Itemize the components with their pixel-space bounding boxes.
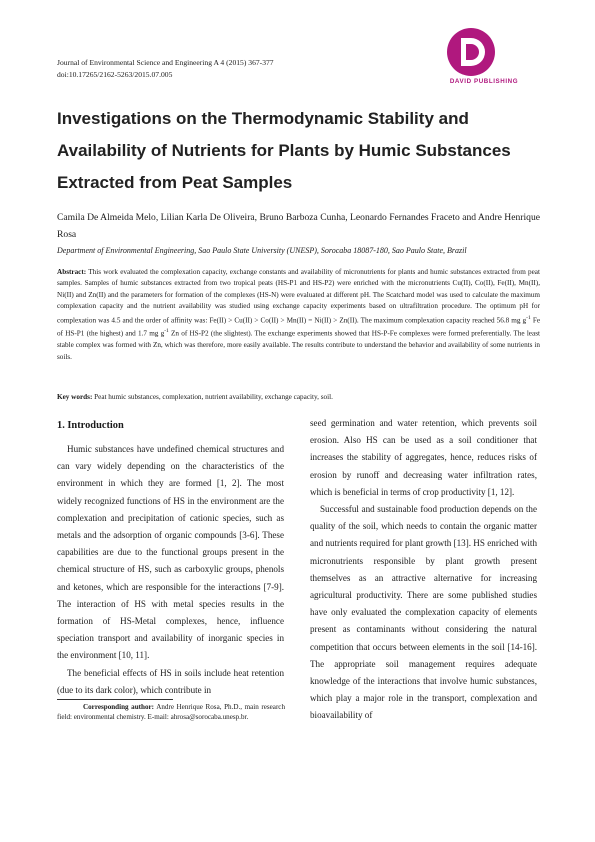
david-publishing-logo-icon (425, 28, 543, 80)
footnote-divider (57, 699, 173, 700)
publisher-logo (425, 28, 543, 92)
paragraph: The beneficial effects of HS in soils include heat retention (due to its dark color), which contribute in (57, 667, 284, 695)
abstract (57, 267, 540, 363)
keywords-label: Key words: (57, 393, 93, 401)
affiliation: Department of Environmental Engineering, Sao Paulo State University (UNESP), Sorocaba 18087-180, Sao Paulo State, Brazil (57, 246, 467, 255)
paragraph: Successful and sustainable food production depends on the quality of the soil, which needs to contain the organic matter and nutrients required for plant growth [13]. HS enriched with micronutrients responsible by plant growth present themselves as an attractive alternative for increasing agricultural productivity. There are some published studies have only evaluated the complexation capacity of elements present as contaminants without considering the natural competition that occurs between elements in the soil [14-16]. The appropriate soil management requires adequate knowledge of the interactions that involve humic substances, which play a major role in the transport, complexation and bioavailability of (310, 504, 537, 721)
author-list: Camila De Almeida Melo, Lilian Karla De Oliveira, Bruno Barboza Cunha, Leonardo Fernandes Fraceto and Andre Henrique Rosa (57, 212, 540, 240)
footnote-label: Corresponding author: (83, 703, 155, 711)
journal-citation: Journal of Environmental Science and Engineering A 4 (2015) 367-377 (57, 58, 274, 67)
doi: doi:10.17265/2162-5263/2015.07.005 (57, 70, 173, 79)
publisher-name: DAVID PUBLISHING (449, 78, 519, 85)
journal-header (57, 57, 274, 81)
abstract-sup-1: -1 (526, 314, 531, 321)
abstract-text-3: Zn of HS-P2 (the slightest). The exchange experiments showed that HS-P-Fe complexes were formed preferentially. The least stable complex was formed with Zn, which was therefore, more easily available. The results contribute to understand the behavior and availability of some nutrients in soils. (57, 329, 540, 361)
abstract-text-1: This work evaluated the complexation capacity, exchange constants and availability of micronutrients for plants and humic substances extracted from peat samples. Samples of humic substances extracted from two tropical peats (HS-P1 and HS-P2) were enriched with the micronutrients Cu(II), Co(II), Fe(II), Mn(II), Ni(II) and Zn(II) and the parameters for formation of the complexes (HS-N) were evaluated at different pH. The Scatchard model was used to calculate the maximum complexation capacity and the nutrient availability was studied using exchange capacity experiments based on ultrafiltration procedure. The optimum pH for complexation was 4.5 and the order of affinity was: Fe(II) > Cu(II) > Co(II) > Mn(II) = Ni(II) > Zn(II). The maximum complexation capacity reached 56.8 mg g (57, 268, 540, 325)
paragraph: seed germination and water retention, which prevents soil erosion. Also HS can be used as a soil conditioner that increases the stability of aggregates, hence, reduces risks of erosion by runoff and decreasing water infiltration rates, which is beneficial in terms of crop productivity [1, 12]. (310, 418, 537, 497)
abstract-sup-2: -1 (164, 328, 169, 335)
paragraph: Humic substances have undefined chemical structures and can vary widely depending on the characteristics of the environment in which they are formed [1, 2]. The most widely recognized functions of HS in the environment are the complexation and precipitation of cationic species, such as metals and the adsorption of organic compounds [3-6]. These capabilities are due to the functional groups present in the chemical structure of HS, such as carboxylic groups, phenols and ketones, which are responsible for the interactions [7-9]. The interaction of HS with metal species results in the formation of HS-Metal complexes, hence, influence speciation transport and availability of inorganic species in the environment [10, 11]. (57, 444, 284, 661)
abstract-label: Abstract: (57, 268, 87, 276)
abstract-text-2: Fe of HS-P1 (the highest) and 1.7 mg g (57, 316, 541, 338)
section-heading: 1. Introduction (57, 420, 124, 431)
left-column (57, 441, 284, 699)
footnote-text: Andre Henrique Rosa, Ph.D., main research field: environmental chemistry. E-mail: ahrosa@sorocaba.unesp.br. (57, 703, 285, 721)
paper-title: Investigations on the Thermodynamic Stability and Availability of Nutrients for Plants by Humic Substances Extracted from Peat Samples (57, 109, 511, 192)
right-column (310, 415, 537, 725)
footnote (57, 702, 285, 722)
keywords-text: Peat humic substances, complexation, nutrient availability, exchange capacity, soil. (92, 393, 333, 401)
keywords (57, 392, 540, 403)
